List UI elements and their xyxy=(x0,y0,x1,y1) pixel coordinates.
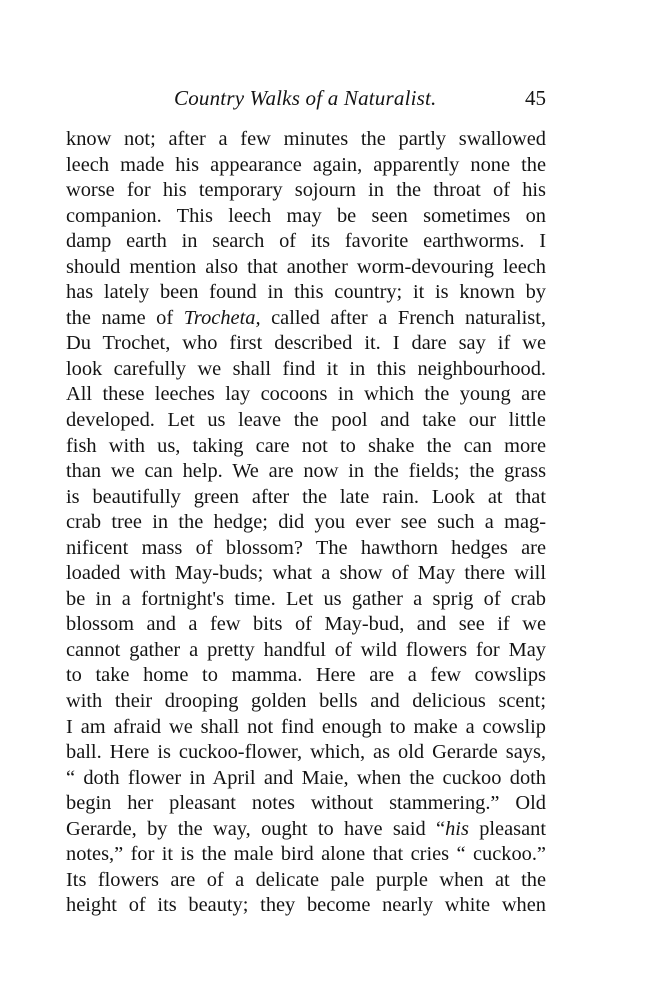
text-line: Its flowers are of a delicate pale purple when at the xyxy=(66,868,546,891)
text-line: nificent mass of blossom? The hawthorn hedges are xyxy=(66,536,546,559)
text-line: “ doth flower in April and Maie, when the cuckoo doth xyxy=(66,766,546,789)
italic-term-his: his xyxy=(445,817,469,840)
text-line: fish with us, taking care not to shake the can more xyxy=(66,434,546,457)
text-line: Du Trochet, who first described it. I dare say if we xyxy=(66,332,546,355)
page-number: 45 xyxy=(525,86,546,110)
text-line: begin her pleasant notes without stammering.” Old xyxy=(66,792,546,815)
text-line: height of its beauty; they become nearly white when xyxy=(66,894,546,917)
text-line: companion. This leech may be seen sometimes on xyxy=(66,204,546,227)
text-line: leech made his appearance again, apparently none the xyxy=(66,153,546,176)
text-line: crab tree in the hedge; did you ever see such a mag- xyxy=(66,511,546,534)
text-line: know not; after a few minutes the partly swallowed xyxy=(66,128,546,150)
text-line: blossom and a few bits of May-bud, and see if we xyxy=(66,613,546,636)
text-line: than we can help. We are now in the fields; the grass xyxy=(66,460,546,483)
text-line: I am afraid we shall not find enough to make a cowslip xyxy=(66,715,546,738)
body-text xyxy=(66,127,546,919)
text-line: is beautifully green after the late rain. Look at that xyxy=(66,485,546,508)
text-segment: the name of xyxy=(66,306,174,329)
text-segment: pleasant xyxy=(468,817,547,840)
text-line: should mention also that another worm-devouring leech xyxy=(66,255,546,278)
text-line: damp earth in search of its favorite earthworms. I xyxy=(66,230,546,253)
text-segment: called after a French naturalist, xyxy=(271,306,546,329)
text-line: be in a fortnight's time. Let us gather a sprig of crab xyxy=(66,587,546,610)
text-line: cannot gather a pretty handful of wild flowers for May xyxy=(66,638,546,661)
text-line: notes,” for it is the male bird alone that cries “ cuckoo.” xyxy=(66,843,546,866)
running-head xyxy=(66,86,546,116)
running-title: Country Walks of a Naturalist. xyxy=(174,86,437,110)
text-line: ball. Here is cuckoo-flower, which, as old Gerarde says, xyxy=(66,741,546,764)
text-line: loaded with May-buds; what a show of May there will xyxy=(66,562,546,585)
text-line xyxy=(66,817,546,843)
text-line xyxy=(66,306,546,332)
text-segment: Gerarde, by the way, ought to have said “ xyxy=(66,817,446,840)
text-line: to take home to mamma. Here are a few cowslips xyxy=(66,664,546,687)
text-line: developed. Let us leave the pool and take our little xyxy=(66,409,546,432)
text-line: has lately been found in this country; it is known by xyxy=(66,281,546,304)
text-line: worse for his temporary sojourn in the throat of his xyxy=(66,179,546,202)
text-line: look carefully we shall find it in this neighbourhood. xyxy=(66,357,546,380)
text-line: All these leeches lay cocoons in which the young are xyxy=(66,383,546,406)
text-line: with their drooping golden bells and delicious scent; xyxy=(66,690,546,713)
italic-term-trocheta: Trocheta, xyxy=(183,306,261,329)
